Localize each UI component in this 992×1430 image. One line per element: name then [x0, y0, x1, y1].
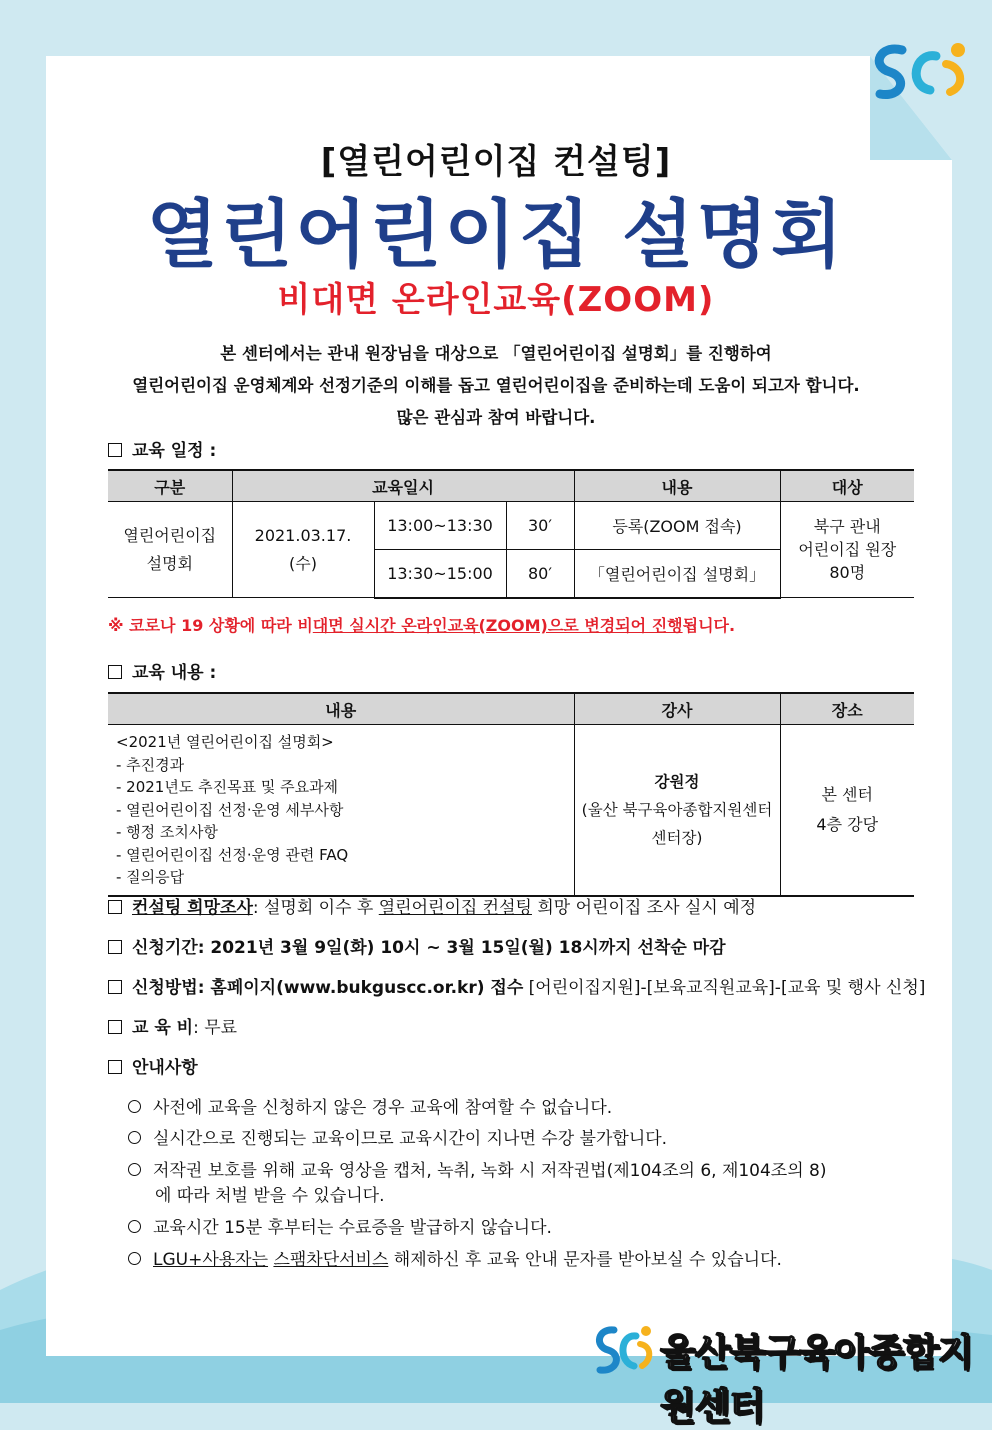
- notes-row: [108, 1053, 198, 1078]
- method-label: 신청방법: 홈페이지(www.bukguscc.or.kr) 접수: [132, 978, 524, 998]
- fee-value: : 무료: [193, 1018, 238, 1038]
- duration-cell: 30′: [506, 502, 574, 550]
- note-underlined: 스팸차단서비스: [273, 1250, 389, 1270]
- checkbox-square-icon: [108, 900, 122, 914]
- content-cell: 등록(ZOOM 접속): [574, 502, 780, 550]
- place-cell: [780, 725, 914, 896]
- checkbox-square-icon: [108, 980, 122, 994]
- fee-label: 교 육 비: [132, 1018, 194, 1038]
- list-item: - 질의응답: [116, 868, 185, 886]
- notice-underlined: 대면 실시간 온라인교육(ZOOM)으로 변경되어 진행: [312, 616, 683, 635]
- circle-bullet-icon: [128, 1100, 141, 1113]
- checkbox-square-icon: [108, 1060, 122, 1074]
- note-item: [128, 1245, 782, 1270]
- list-item: - 행정 조치사항: [116, 823, 218, 841]
- content-cell: 「열린어린이집 설명회」: [574, 550, 780, 598]
- period-label: 신청기간: 2021년 3월 9일(화) 10시 ~ 3월 15일(월) 18시까지 선착순 마감: [132, 938, 726, 958]
- survey-text-underlined: 열린어린이집 컨설팅: [378, 898, 532, 918]
- header-lecturer: 강사: [574, 693, 780, 725]
- checkbox-square-icon: [108, 665, 122, 679]
- category-line: 설명회: [146, 553, 193, 573]
- covid-notice: [108, 613, 735, 636]
- checkbox-square-icon: [108, 1020, 122, 1034]
- duration-cell: 80′: [506, 550, 574, 598]
- target-line: 80명: [829, 563, 866, 582]
- header-place: 장소: [780, 693, 914, 725]
- note-item: [128, 1093, 612, 1118]
- survey-row: [108, 893, 756, 918]
- content-table: [108, 692, 914, 897]
- checkbox-square-icon: [108, 443, 122, 457]
- notes-label: 안내사항: [132, 1058, 198, 1078]
- place-line: 4층 강당: [816, 814, 879, 834]
- time-cell: 13:00~13:30: [374, 502, 506, 550]
- footer-org-name: 울산북구육아종합지원센터: [660, 1331, 973, 1428]
- method-row: [108, 973, 925, 998]
- table-row: [108, 725, 914, 896]
- date-line: 2021.03.17.: [254, 525, 352, 545]
- survey-text: : 설명회 이수 후: [252, 898, 379, 918]
- circle-bullet-icon: [128, 1163, 141, 1176]
- schedule-table: [108, 469, 914, 599]
- target-line: 어린이집 원장: [798, 540, 897, 559]
- header-datetime: 교육일시: [232, 470, 574, 502]
- list-item: - 추진경과: [116, 755, 185, 774]
- note-text: 사전에 교육을 신청하지 않은 경우 교육에 참여할 수 없습니다.: [153, 1098, 613, 1118]
- circle-bullet-icon: [128, 1220, 141, 1233]
- intro-line-2: 열린어린이집 운영체계와 선정기준의 이해를 돕고 열린어린이집을 준비하는데 도움이 되고자 합니다.: [132, 376, 860, 395]
- list-item: - 열린어린이집 선정·운영 관련 FAQ: [116, 845, 349, 864]
- category-line: 열린어린이집: [123, 525, 217, 545]
- online-notice-title: 비대면 온라인교육(ZOOM): [277, 280, 715, 320]
- target-cell: [780, 502, 914, 598]
- header-content: 내용: [574, 470, 780, 502]
- date-line: (수): [289, 553, 317, 573]
- header-category: 구분: [108, 470, 232, 502]
- checkbox-square-icon: [108, 940, 122, 954]
- footer-logo-icon: [592, 1322, 654, 1380]
- survey-label: 컨설팅 희망조사: [132, 898, 253, 918]
- note-text: 해제하신 후 교육 안내 문자를 받아보실 수 있습니다.: [388, 1250, 782, 1270]
- category-cell: [108, 502, 232, 598]
- content-heading-label: 교육 내용 :: [132, 663, 217, 683]
- intro-line-3: 많은 관심과 참여 바랍니다.: [396, 408, 596, 427]
- circle-bullet-icon: [128, 1131, 141, 1144]
- list-item: - 열린어린이집 선정·운영 세부사항: [116, 800, 344, 819]
- period-row: [108, 933, 726, 958]
- survey-text-rest: 희망 어린이집 조사 실시 예정: [531, 898, 757, 918]
- header-target: 대상: [780, 470, 914, 502]
- lecturer-cell: [574, 725, 780, 896]
- note-underlined: LGU+사용자는: [153, 1250, 269, 1270]
- note-item-continued: [155, 1181, 385, 1206]
- lecturer-org: (울산 북구육아종합지원센터: [581, 800, 773, 819]
- lecturer-name: 강원정: [654, 772, 700, 791]
- content-items-cell: [108, 725, 574, 896]
- note-text: 실시간으로 진행되는 교육이므로 교육시간이 지나면 수강 불가합니다.: [153, 1129, 668, 1149]
- time-cell: 13:30~15:00: [374, 550, 506, 598]
- note-text: 에 따라 처벌 받을 수 있습니다.: [155, 1186, 385, 1206]
- intro-line-1: 본 센터에서는 관내 원장님을 대상으로 「열린어린이집 설명회」를 진행하여: [220, 344, 772, 363]
- target-line: 북구 관내: [813, 517, 881, 536]
- note-text: 저작권 보호를 위해 교육 영상을 캡처, 녹취, 녹화 시 저작권법(제104조의 6, 제104조의 8): [153, 1161, 827, 1181]
- notice-prefix: ※ 코로나 19 상황에 따라 비: [108, 616, 313, 635]
- method-path: [어린이집지원]-[보육교직원교육]-[교육 및 행사 신청]: [528, 978, 926, 998]
- subtitle: [열린어린이집 컨설팅]: [320, 142, 672, 182]
- schedule-heading-label: 교육 일정 :: [132, 441, 217, 461]
- note-text: 교육시간 15분 후부터는 수료증을 발급하지 않습니다.: [153, 1218, 552, 1238]
- page-title: 열린어린이집 설명회: [146, 192, 846, 278]
- circle-bullet-icon: [128, 1252, 141, 1265]
- schedule-heading: [108, 436, 216, 461]
- date-cell: [232, 502, 374, 598]
- table-row: [108, 502, 914, 550]
- notice-suffix: 됩니다.: [682, 616, 736, 635]
- place-line: 본 센터: [821, 784, 873, 804]
- list-item: - 2021년도 추진목표 및 주요과제: [116, 778, 339, 796]
- list-item: <2021년 열린어린이집 설명회>: [116, 733, 334, 751]
- note-item: [128, 1213, 552, 1238]
- header-content: 내용: [108, 693, 574, 725]
- note-item: [128, 1124, 667, 1149]
- lecturer-role: 센터장): [651, 828, 703, 847]
- content-heading: [108, 658, 216, 683]
- fee-row: [108, 1013, 237, 1038]
- note-item: [128, 1156, 918, 1181]
